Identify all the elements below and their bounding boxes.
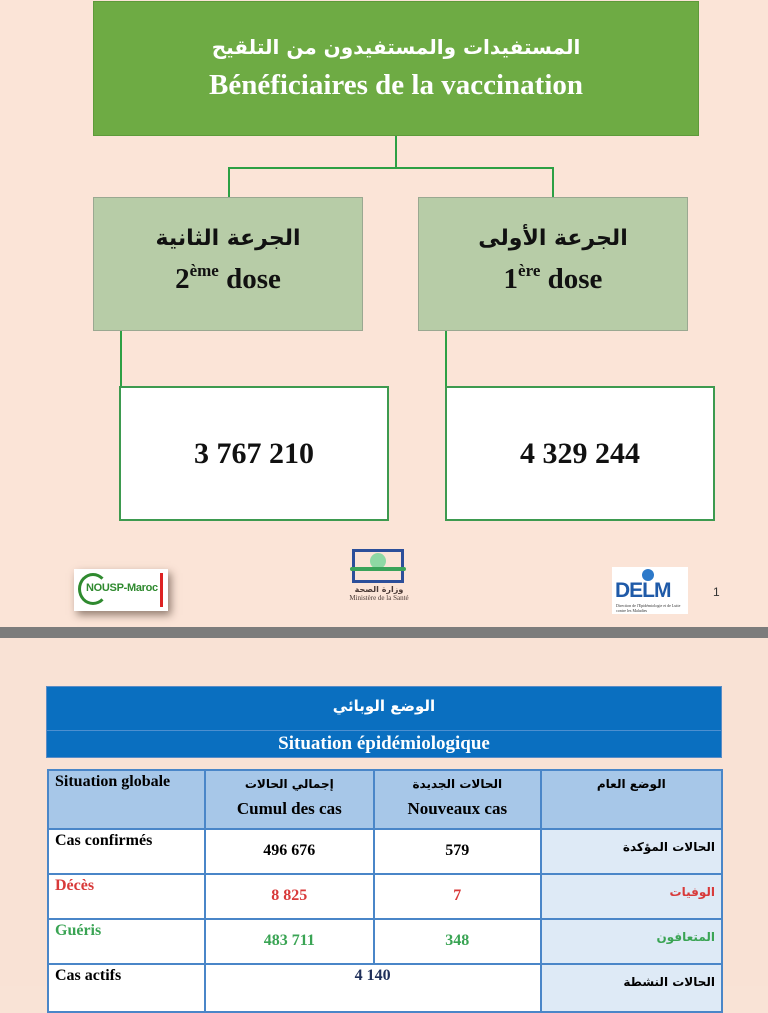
row-label-french: Guéris — [48, 919, 205, 964]
header-situation-globale — [48, 770, 205, 829]
table-header-row — [48, 770, 722, 829]
table-row — [48, 829, 722, 874]
slide-divider — [0, 627, 768, 638]
ministry-name-arabic: وزارة الصحة — [354, 585, 404, 594]
table-row — [48, 964, 722, 1012]
first-dose-arabic: الجرعة الأولى — [478, 226, 628, 251]
header-text-arabic: الوضع العام — [596, 777, 666, 791]
dose-suffix: ème — [189, 261, 219, 280]
connector-line — [552, 167, 554, 198]
header-text-arabic: الحالات الجديدة — [412, 777, 503, 791]
epidemiology-title-french: Situation épidémiologique — [278, 733, 490, 754]
table-row — [48, 919, 722, 964]
ministry-wave-icon — [350, 567, 406, 571]
connector-line — [445, 331, 447, 387]
row-label-french: Cas confirmés — [48, 829, 205, 874]
nousp-logo — [74, 569, 168, 611]
row-label-french: Cas actifs — [48, 964, 205, 1012]
dose-suffix: ère — [518, 261, 541, 280]
epidemiology-table — [47, 769, 723, 1013]
header-text-french: Cumul des cas — [236, 799, 342, 818]
ministry-logo — [348, 549, 410, 617]
second-dose-box — [93, 197, 363, 331]
header-text-arabic: إجمالي الحالات — [244, 777, 334, 791]
delm-logo — [612, 567, 688, 614]
vaccination-title-box — [93, 1, 699, 136]
row-label-arabic: الحالات النشطة — [541, 964, 722, 1012]
cumul-value: 8 825 — [205, 874, 374, 919]
page-number: 1 — [713, 585, 720, 599]
cumul-value: 496 676 — [205, 829, 374, 874]
cumul-value: 483 711 — [205, 919, 374, 964]
dose-number: 1 — [503, 263, 519, 295]
connector-line — [395, 136, 397, 168]
active-cases-value: 4 140 — [205, 964, 541, 1012]
dose-word: dose — [218, 263, 281, 295]
delm-logo-text: DELM — [615, 579, 671, 602]
title-french: Bénéficiaires de la vaccination — [209, 69, 583, 101]
title-arabic: المستفيدات والمستفيدون من التلقيح — [211, 35, 581, 59]
dose-number: 2 — [175, 263, 190, 295]
table-row — [48, 874, 722, 919]
connector-line — [120, 331, 122, 387]
new-value: 579 — [374, 829, 541, 874]
second-dose-french — [94, 261, 362, 296]
header-cumul — [205, 770, 374, 829]
connector-line — [228, 167, 230, 198]
epidemiology-title-arabic: الوضع الوبائي — [47, 687, 721, 731]
nousp-logo-text: NOUSP-Maroc — [86, 582, 158, 594]
delm-subtitle: Direction de l'Epidémiologie et de Lutte contre les Maladies — [616, 603, 681, 613]
header-text: Situation globale — [55, 773, 171, 790]
row-label-arabic: الحالات المؤكدة — [541, 829, 722, 874]
nousp-red-bar — [160, 573, 163, 607]
new-value: 348 — [374, 919, 541, 964]
ministry-name-french: Ministère de la Santé — [349, 594, 409, 602]
first-dose-value: 4 329 244 — [445, 386, 715, 521]
ministry-caption — [348, 585, 410, 603]
header-situation-arabic — [541, 770, 722, 829]
dose-word: dose — [540, 263, 603, 295]
epidemiology-header — [46, 686, 722, 758]
first-dose-french — [419, 261, 687, 296]
row-label-french: Décès — [48, 874, 205, 919]
second-dose-value: 3 767 210 — [119, 386, 389, 521]
row-label-arabic: الوفيات — [541, 874, 722, 919]
first-dose-box — [418, 197, 688, 331]
connector-line — [228, 167, 554, 169]
header-text-french: Nouveaux cas — [407, 799, 508, 818]
second-dose-arabic: الجرعة الثانية — [155, 226, 301, 251]
new-value: 7 — [374, 874, 541, 919]
header-nouveaux — [374, 770, 541, 829]
row-label-arabic: المتعافون — [541, 919, 722, 964]
